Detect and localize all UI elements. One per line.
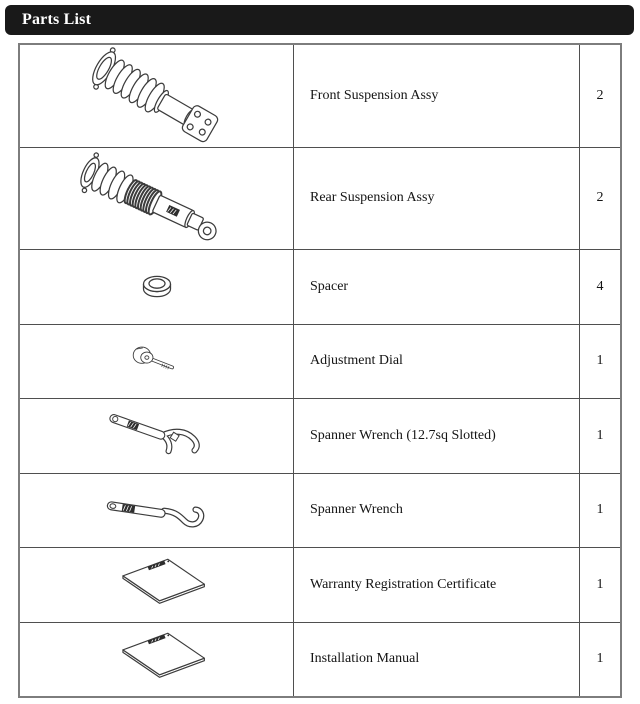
spanner-slotted-icon — [96, 405, 218, 467]
part-quantity: 1 — [579, 548, 620, 622]
table-row — [20, 622, 620, 697]
table-row — [20, 473, 620, 548]
table-row — [20, 398, 620, 473]
part-drawing-cell — [20, 325, 293, 399]
part-drawing-cell — [20, 45, 293, 147]
page-title: Parts List — [22, 11, 92, 28]
part-name: Adjustment Dial — [310, 353, 403, 369]
part-drawing-cell — [20, 623, 293, 697]
part-quantity: 1 — [579, 325, 620, 399]
part-name: Spacer — [310, 278, 349, 294]
part-quantity: 2 — [579, 148, 620, 250]
part-name: Warranty Registration Certificate — [310, 576, 497, 592]
parts-list-header — [5, 5, 634, 35]
table-row — [20, 324, 620, 399]
part-quantity: 4 — [579, 250, 620, 324]
table-row — [20, 249, 620, 324]
table-row — [20, 147, 620, 250]
part-quantity: 2 — [579, 45, 620, 147]
spanner-hook-icon — [98, 487, 216, 533]
part-drawing-cell — [20, 474, 293, 548]
spacer-icon — [137, 273, 177, 300]
table-row — [20, 547, 620, 622]
part-name: Spanner Wrench — [310, 502, 403, 518]
front-suspension-icon — [64, 46, 250, 146]
parts-table — [18, 43, 622, 698]
part-name: Front Suspension Assy — [310, 87, 439, 103]
document-icon — [103, 631, 211, 687]
part-quantity: 1 — [579, 623, 620, 697]
part-quantity: 1 — [579, 474, 620, 548]
part-drawing-cell — [20, 250, 293, 324]
table-row — [20, 45, 620, 147]
part-name: Installation Manual — [310, 651, 420, 667]
rear-suspension-icon — [59, 151, 255, 245]
part-quantity: 1 — [579, 399, 620, 473]
part-drawing-cell — [20, 399, 293, 473]
part-drawing-cell — [20, 548, 293, 622]
part-name: Spanner Wrench (12.7sq Slotted) — [310, 427, 496, 443]
part-drawing-cell — [20, 148, 293, 250]
part-name: Rear Suspension Assy — [310, 190, 435, 206]
adjustment-dial-icon — [128, 344, 186, 378]
document-icon — [103, 557, 211, 613]
